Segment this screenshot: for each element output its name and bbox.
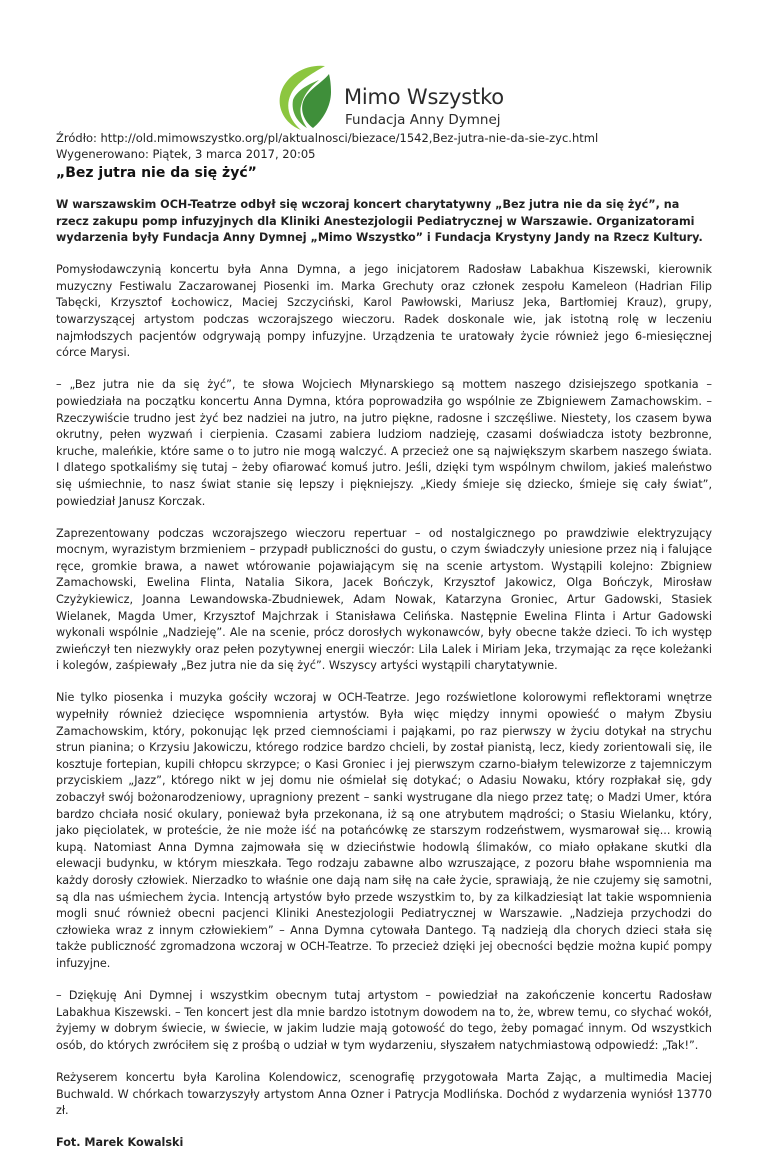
- photo-credit: Fot. Marek Kowalski: [56, 1136, 184, 1150]
- logo-subtitle: Fundacja Anny Dymnej: [345, 112, 501, 128]
- document-meta: [56, 130, 716, 162]
- source-url: Źródło: http://old.mimowszystko.org/pl/aktualnosci/biezace/1542,Bez-jutra-nie-da-sie-zyc.html: [56, 131, 599, 145]
- paragraph: Nie tylko piosenka i muzyka gościły wczoraj w OCH-Teatrze. Jego rozświetlone kolorowymi reflektorami wnętrze wypełniły również dziecięce wspomnienia artystów. Była więc między innymi opowieść o małym Zbysiu Zamachowskim, który, pokonując lęk przed ciemnościami i pająkami, po raz pierwszy w życiu dotykał na strychu strun pianina; o Krzysiu Jakowiczu, którego rodzice bardzo chcieli, by został pianistą, lecz, kiedy zorientowali się, ile kosztuje fortepian, kupili chłopcu skrzypce; o Kasi Groniec i jej pierwszym czarno-białym telewizorze z tajemniczym przyciskiem „Jazz”, którego nikt w jej domu nie ośmielał się dotykać; o Adasiu Nowaku, który rozpłakał się, gdy zobaczył swój bożonarodzeniowy, upragniony prezent – sanki wystrugane dla niego przez tatę; o Madzi Umer, która bardzo chciała nosić okulary, ponieważ była przekonana, iż są one atrybutem mądrości; o Stasiu Wielanku, który, jako pięciolatek, w proteście, że nie może iść na potańcówkę ze starszym rodzeństwem, wysmarował się... krowią kupą. Natomiast Anna Dymna zajmowała się w dzieciństwie hodowlą ślimaków, co miało opłakane skutki dla elewacji budynku, w którym mieszkała. Tego rodzaju zabawne albo wzruszające, z pozoru błahe wspomnienia ma każdy dorosły człowiek. Nierzadko to właśnie one dają nam siłę na całe życie, sprawiają, że nie czujemy się samotni, są dla nas uśmiechem życia. Intencją artystów było przede wszystkim to, by za kilkadziesiąt lat takie wspomnienia mogli snuć również obecni pacjenci Kliniki Anestezjologii Pediatrycznej w Warszawie. „Nadzieja przychodzi do człowieka wraz z innym człowiekiem” – Anna Dymna cytowała Dantego. Tą nadzieją dla chorych dzieci stała się także publiczność zgromadzona wczoraj w OCH-Teatrze. To przecież dzięki jej obecności będzie można kupić pompy infuzyjne.: [56, 691, 712, 970]
- article-title: „Bez jutra nie da się żyć”: [56, 165, 257, 181]
- paragraph: Reżyserem koncertu była Karolina Kolendowicz, scenografię przygotowała Marta Zając, a multimedia Maciej Buchwald. W chórkach towarzyszyły artystom Anna Ozner i Patrycja Modlińska. Dochód z wydarzenia wyniósł 13770 zł.: [56, 1070, 712, 1118]
- paragraph: – Dziękuję Ani Dymnej i wszystkim obecnym tutaj artystom – powiedział na zakończenie koncertu Radosław Labakhua Kiszewski. – Ten koncert jest dla mnie bardzo istotnym dowodem na to, że, wbrew temu, co słychać wokół, żyjemy w dobrym świecie, w świecie, w jakim ludzie mają gotowość do tego, żeby pomagać innym. Od wszystkich osób, do których zwróciłem się z prośbą o udział w tym wydarzeniu, słyszałem natychmiastową odpowiedź: „Tak!”.: [56, 989, 712, 1052]
- article-lead: W warszawskim OCH-Teatrze odbył się wczoraj koncert charytatywny „Bez jutra nie da się żyć”, na rzecz zakupu pomp infuzyjnych dla Kliniki Anestezjologii Pediatrycznej w Warszawie. Organizatorami wydarzenia były Fundacja Anny Dymnej „Mimo Wszystko” i Fundacja Krystyny Jandy na Rzecz Kultury.: [56, 198, 703, 245]
- leaf-swirl-icon: [267, 60, 342, 135]
- article-body: [56, 197, 712, 1167]
- paragraph: Pomysłodawczynią koncertu była Anna Dymna, a jego inicjatorem Radosław Labakhua Kiszewski, kierownik muzyczny Festiwalu Zaczarowanej Piosenki im. Marka Grechuty oraz członek zespołu Kameleon (Hadrian Filip Tabęcki, Krzysztof Łochowicz, Maciej Szczyciński, Karol Pawłowski, Mariusz Jeka, Bartłomiej Krauz), grupy, towarzyszącej artystom podczas wczorajszego wieczoru. Radek doskonale wie, jak istotną rolę w leczeniu najmłodszych pacjentów odgrywają pompy infuzyjne. Urządzenia te uratowały życie również jego 6-miesięcznej córce Marysi.: [56, 263, 712, 360]
- generated-date: Wygenerowano: Piątek, 3 marca 2017, 20:05: [56, 147, 316, 161]
- foundation-logo: [267, 60, 517, 135]
- paragraph: Zaprezentowany podczas wczorajszego wieczoru repertuar – od nostalgicznego po prawdziwie elektryzujący mocnym, wyrazistym brzmieniem – przypadł publiczności do gustu, o czym świadczyły uniesione przez nią i falujące ręce, gromkie brawa, a nawet wtórowanie pojawiającym się na scenie artystom. Wystąpili kolejno: Zbigniew Zamachowski, Ewelina Flinta, Natalia Sikora, Jacek Bończyk, Krzysztof Jakowicz, Olga Bończyk, Mirosław Czyżykiewicz, Joanna Lewandowska-Zbudniewek, Adam Nowak, Katarzyna Groniec, Artur Gadowski, Stasiek Wielanek, Magda Umer, Krzysztof Majchrzak i Stanisława Celińska. Następnie Ewelina Flinta i Artur Gadowski wykonali wspólnie „Nadzieję”. Ale na scenie, prócz dorosłych wykonawców, były obecne także dzieci. To ich występ zwieńczył ten niezwykły oraz pełen pozytywnej energii wieczór: Lila Lalek i Miriam Jeka, trzymając za ręce koleżanki i kolegów, zaśpiewały „Bez jutra nie da się żyć”. Wszyscy artyści wystąpili charytatywnie.: [56, 526, 712, 673]
- paragraph: – „Bez jutra nie da się żyć”, te słowa Wojciech Młynarskiego są mottem naszego dzisiejszego spotkania – powiedziała na początku koncertu Anna Dymna, która poprowadziła go wspólnie ze Zbigniewem Zamachowskim. – Rzeczywiście trudno jest żyć bez nadziei na jutro, na jutro piękne, radosne i szczęśliwe. Niestety, los czasem bywa okrutny, pełen wyzwań i cierpienia. Czasami zabiera ludziom nadzieję, czasami doświadcza istoty bezbronne, kruche, maleńkie, które same o to jutro nie mogą walczyć. A przecież one są największym skarbem naszego świata. I dlatego spotkaliśmy się tutaj – żeby ofiarować komuś jutro. Jeśli, dzięki tym wspólnym chwilom, jakieś maleństwo się uśmiechnie, to nasz świat stanie się lepszy i piękniejszy. „Kiedy śmieje się dziecko, śmieje się cały świat”, powiedział Janusz Korczak.: [56, 378, 712, 508]
- logo-title: Mimo Wszystko: [344, 85, 504, 109]
